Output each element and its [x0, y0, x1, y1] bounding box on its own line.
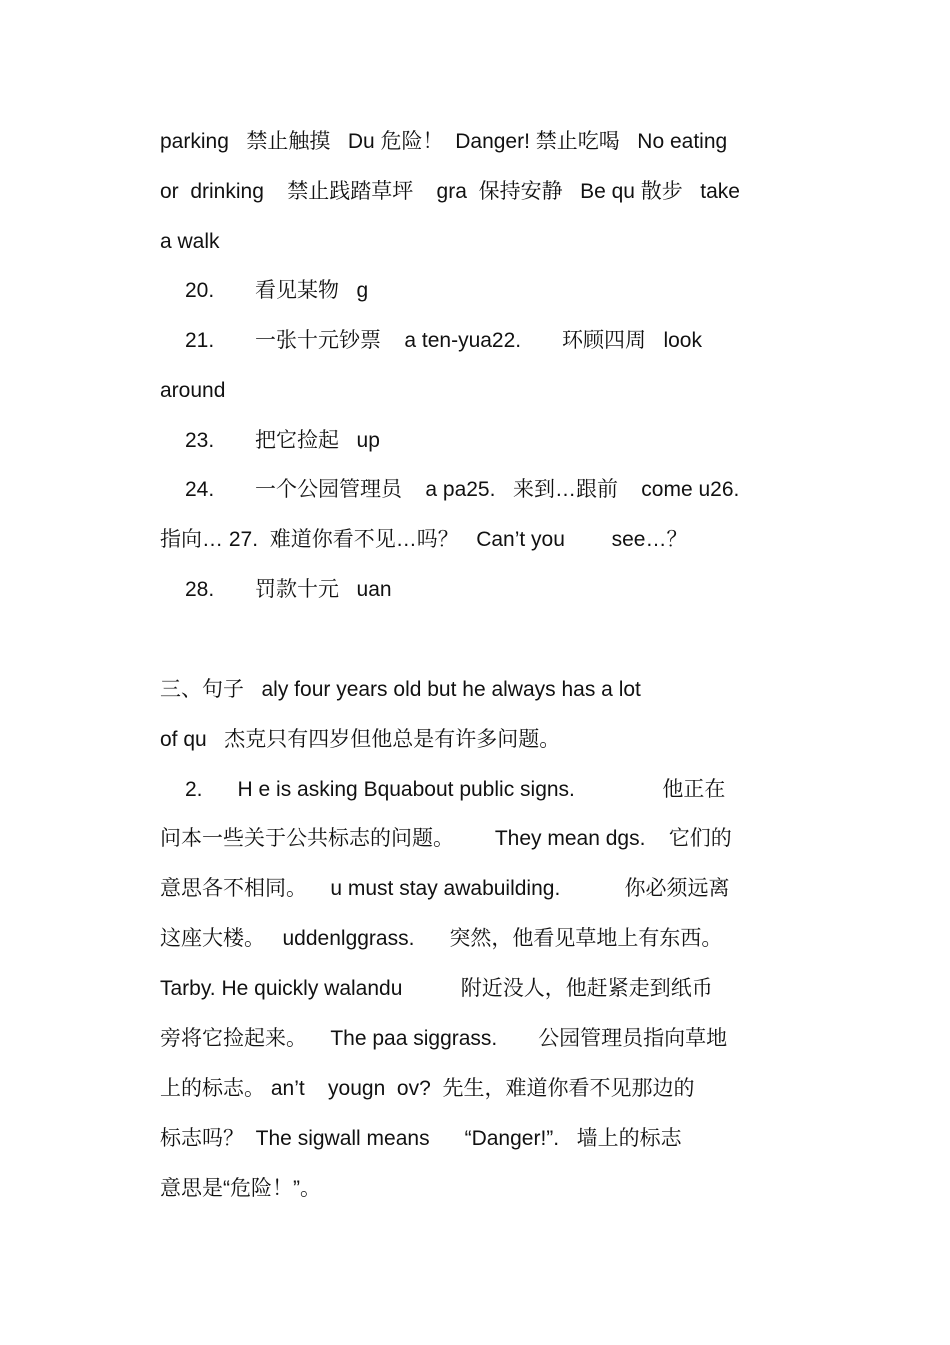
text-line-20: 标志吗？ The sigwall means “Danger!”. 墙上的标志: [160, 1127, 682, 1150]
text-line-17: Tarby. He quickly walandu 附近没人，他赶紧走到纸币: [160, 977, 713, 1000]
text-line-21: 意思是“危险！”。: [160, 1177, 321, 1200]
vocab-item-28: 28. 罚款十元 uan: [185, 578, 392, 601]
text-line-1: parking 禁止触摸 Du 危险！ Danger! 禁止吃喝 No eating: [160, 130, 728, 153]
sentence-item-2: 2. H e is asking Bquabout public signs. 他正在: [185, 778, 726, 801]
vocab-item-21-22: 21. 一张十元钞票 a ten-yua22. 环顾四周 look: [185, 329, 702, 352]
text-line-15: 意思各不相同。 u must stay awabuilding. 你必须远离: [160, 877, 730, 900]
text-line-16: 这座大楼。 uddenlggrass. 突然，他看见草地上有东西。: [160, 927, 723, 950]
text-line-2: or drinking 禁止践踏草坪 gra 保持安静 Be qu 散步 take: [160, 180, 740, 203]
text-line-3: a walk: [160, 230, 220, 253]
text-line-19: 上的标志。 an’t yougn ov? 先生，难道你看不见那边的: [160, 1077, 695, 1100]
text-line-14: 问本一些关于公共标志的问题。 They mean dgs. 它们的: [160, 827, 732, 850]
vocab-item-20: 20. 看见某物 g: [185, 279, 369, 302]
section-heading-sentences: 三、句子 aly four years old but he always has a lot: [160, 678, 641, 701]
text-line-18: 旁将它捡起来。 The paa siggrass. 公园管理员指向草地: [160, 1027, 728, 1050]
vocab-item-23: 23. 把它捡起 up: [185, 429, 380, 452]
text-line-6: around: [160, 379, 226, 402]
vocab-item-27: 指向… 27. 难道你看不见…吗？ Can’t you see…？: [160, 528, 688, 551]
vocab-item-24-26: 24. 一个公园管理员 a pa25. 来到…跟前 come u26.: [185, 478, 740, 501]
text-line-12: of qu 杰克只有四岁但他总是有许多问题。: [160, 728, 561, 751]
